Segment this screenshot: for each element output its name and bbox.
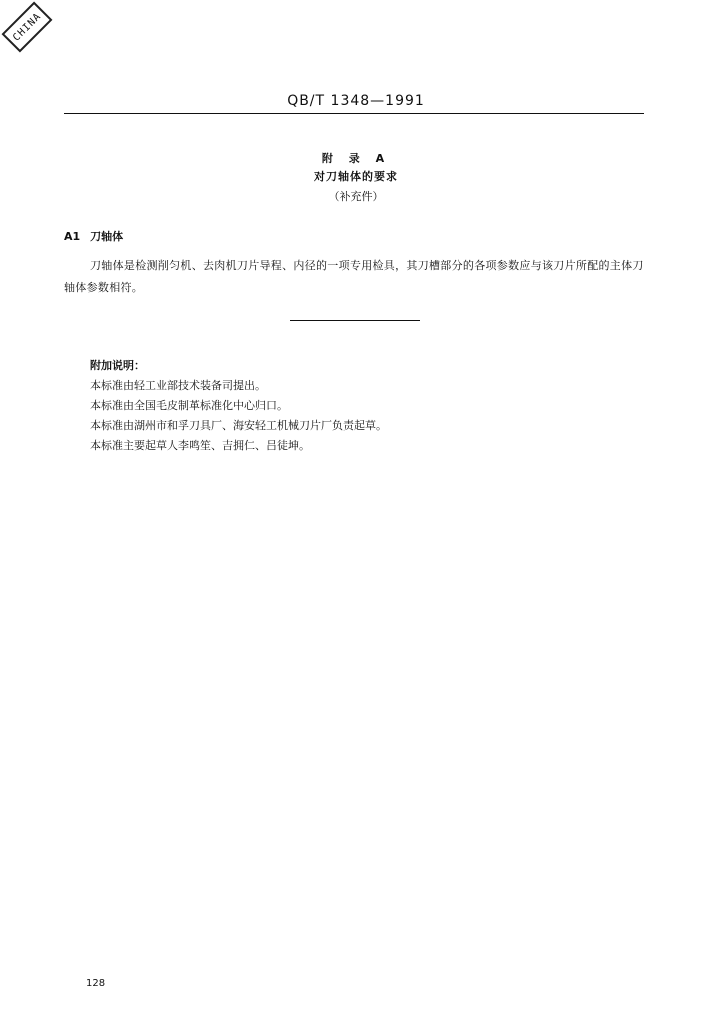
appendix-subtitle: 对刀轴体的要求 bbox=[314, 170, 398, 183]
stamp-text: CHINA bbox=[10, 10, 44, 44]
notes-title: 附加说明： bbox=[90, 359, 145, 372]
notes-line: 本标准主要起草人李鸣笙、吉拥仁、吕徒坤。 bbox=[90, 439, 310, 452]
china-stamp bbox=[2, 2, 53, 53]
end-divider bbox=[290, 320, 420, 321]
notes-line: 本标准由湖州市和孚刀具厂、海安轻工机械刀片厂负责起草。 bbox=[90, 419, 387, 432]
appendix-note: （补充件） bbox=[328, 190, 384, 203]
section-number: A1 bbox=[64, 230, 81, 243]
header-divider bbox=[64, 113, 644, 114]
notes-line: 本标准由轻工业部技术装备司提出。 bbox=[90, 379, 266, 392]
additional-notes bbox=[90, 356, 387, 456]
notes-line: 本标准由全国毛皮制革标准化中心归口。 bbox=[90, 399, 288, 412]
section-paragraph: 刀轴体是检测削匀机、去肉机刀片导程、内径的一项专用检具，其刀槽部分的各项参数应与该刀片所配的主体刀轴体参数相符。 bbox=[64, 259, 644, 294]
standard-code: QB/T 1348—1991 bbox=[287, 93, 425, 109]
appendix-title: 附 录 A bbox=[321, 152, 391, 165]
section-title: 刀轴体 bbox=[90, 230, 124, 243]
section-heading bbox=[64, 228, 123, 244]
page-number: 128 bbox=[86, 978, 106, 989]
